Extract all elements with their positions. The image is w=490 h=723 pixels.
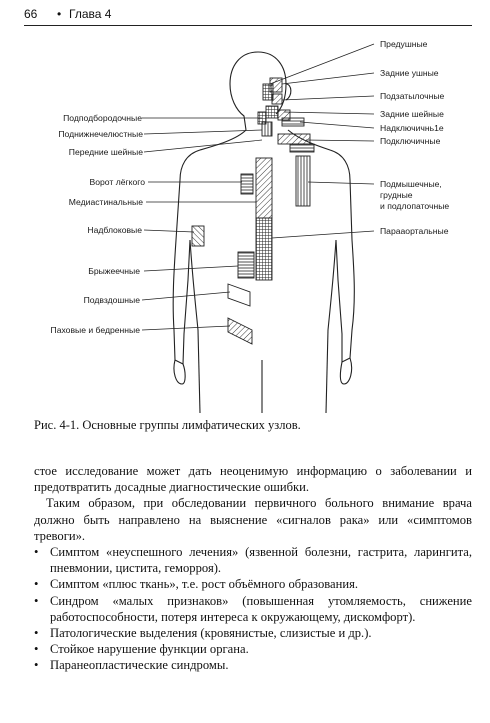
labels-left — [51, 113, 146, 335]
list-item — [34, 576, 472, 592]
label-axillary-line3: и подлопаточные — [380, 201, 450, 211]
list-item — [34, 593, 472, 625]
label-axillary-line2: грудные — [380, 190, 413, 200]
label-submental: Подподбородочные — [63, 113, 142, 123]
label-lung-hilum: Ворот лёгкого — [89, 177, 145, 187]
list-item — [34, 641, 472, 657]
bullet-mark: • — [34, 658, 39, 673]
list-item-text: Симптом «плюс ткань», т.е. рост объёмного образования. — [50, 577, 359, 592]
label-subclavian: Подключичные — [380, 136, 441, 146]
label-paraaortic: Парааортальные — [380, 226, 449, 236]
label-mesenteric: Брыжеечные — [88, 266, 140, 276]
page-number: 66 — [24, 7, 38, 21]
label-supratrochlear: Надблоковые — [87, 225, 142, 235]
symptom-list — [34, 544, 472, 674]
body-text — [34, 463, 472, 674]
bullet-mark: • — [34, 642, 39, 657]
running-header — [24, 7, 464, 23]
paragraph-alarm-signals: Таким образом, при обследовании первичного больного внимание врача должно быть направлено на выяснение «сигналов рака» или «симптомов тревоги». — [34, 496, 472, 543]
chapter-title: Глава 4 — [69, 7, 112, 21]
list-item-text: Паранеопластические синдромы. — [50, 658, 229, 673]
lymph-node-figure — [0, 28, 490, 413]
labels-right — [380, 39, 449, 236]
header-rule — [24, 25, 472, 26]
bullet-mark: • — [34, 593, 39, 608]
header-separator: • — [57, 7, 62, 21]
bullet-mark: • — [34, 626, 39, 641]
label-suboccipital: Подзатылочные — [380, 91, 445, 101]
list-item-text: Симптом «неуспешного лечения» (язвенной болезни, гастрита, ларингита, пневмонии, цистита, геморроя). — [50, 545, 472, 576]
figure-caption: Рис. 4-1. Основные группы лимфатических узлов. — [34, 418, 301, 432]
label-anterior-cervical: Передние шейные — [68, 147, 143, 157]
list-item — [34, 657, 472, 673]
label-axillary-line1: Подмышечные, — [380, 179, 442, 189]
label-supraclavicular: Надключичнь1е — [380, 123, 444, 133]
label-preauricular: Предушные — [380, 39, 428, 49]
list-item — [34, 625, 472, 641]
list-item-text: Патологические выделения (кровянистые, слизистые и др.). — [50, 626, 372, 641]
list-item-text: Стойкое нарушение функции органа. — [50, 642, 249, 657]
paragraph-continuation: стое исследование может дать неоценимую информацию о заболевании и предотвратить досадные диагностические ошибки. — [34, 464, 472, 495]
list-item-text: Синдром «малых признаков» (повышенная утомляемость, снижение работоспособности, потеря интереса к окружающему, дискомфорт). — [50, 593, 472, 624]
label-posterior-auricular: Задние ушные — [380, 68, 439, 78]
label-submandibular: Поднижнечелюстные — [58, 129, 143, 139]
label-mediastinal: Медиастинальные — [68, 197, 143, 207]
label-iliac: Подвздошные — [83, 295, 140, 305]
label-posterior-cervical: Задние шейные — [380, 109, 444, 119]
bullet-mark: • — [34, 545, 39, 560]
label-inguinal-femoral: Паховые и бедренные — [50, 325, 140, 335]
list-item — [34, 544, 472, 576]
bullet-mark: • — [34, 577, 39, 592]
